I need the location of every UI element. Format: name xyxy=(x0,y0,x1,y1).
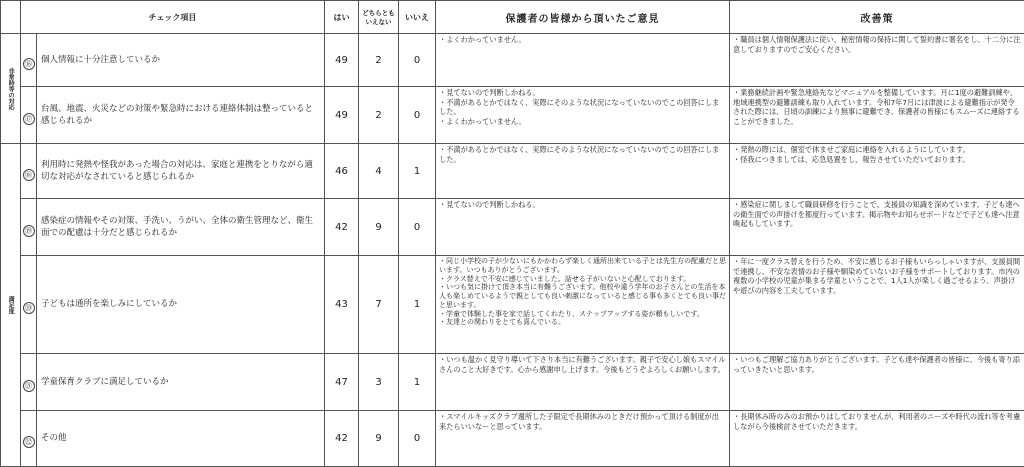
item-text: その他 xyxy=(37,411,325,467)
opinions-cell: ・よくわかっていません。 xyxy=(436,34,730,87)
item-number: ㉒ xyxy=(23,436,35,448)
yes-count: 49 xyxy=(325,87,359,144)
table-row xyxy=(1,199,1024,256)
neither-count: 2 xyxy=(359,34,399,87)
item-number: ⑰ xyxy=(23,113,35,125)
no-count: 1 xyxy=(399,144,436,199)
yes-count: 47 xyxy=(325,354,359,411)
neither-count: 2 xyxy=(359,87,399,144)
improvement-cell: ・感染症に関しまして職員研修を行うことで、支援員の知識を深めています。子ども達への衛生面での声掛けを都度行っています。掲示物やお知らせボードなどで子ども達へ注意喚起もしています。 xyxy=(730,199,1024,256)
no-count: 0 xyxy=(399,199,436,256)
item-number: ⑯ xyxy=(23,58,35,70)
improvement-cell: ・長期休み時のみのお預かりはしておりませんが、利用者のニーズや時代の流れ等を考慮しながら今後検討させていただきます。 xyxy=(730,411,1024,467)
item-text: 個人情報に十分注意しているか xyxy=(37,34,325,87)
item-number: ⑱ xyxy=(23,169,35,181)
yes-count: 42 xyxy=(325,411,359,467)
improvement-cell: ・職員は個人情報保護法に従い、秘密情報の保持に関して誓約書に署名をし、十二分に注意しておりますのでご安心ください。 xyxy=(730,34,1024,87)
header-opinions: 保護者の皆様から頂いたご意見 xyxy=(436,1,730,34)
item-text: 利用時に発熱や怪我があった場合の対応は、家庭と連携をとりながら適切な対応がなされていると感じられるか xyxy=(37,144,325,199)
header-yes: はい xyxy=(325,1,359,34)
item-text: 学童保育クラブに満足しているか xyxy=(37,354,325,411)
neither-count: 3 xyxy=(359,354,399,411)
yes-count: 49 xyxy=(325,34,359,87)
table-row xyxy=(1,256,1024,354)
no-count: 0 xyxy=(399,34,436,87)
category-label: 満足度 xyxy=(1,144,21,467)
item-text: 子どもは通所を楽しみにしているか xyxy=(37,256,325,354)
opinions-cell: ・見てないので判断しかねる。 xyxy=(436,199,730,256)
table-row xyxy=(1,411,1024,467)
neither-count: 9 xyxy=(359,199,399,256)
yes-count: 46 xyxy=(325,144,359,199)
opinions-cell: ・いつも温かく見守り導いて下さり本当に有難うございます。親子で安心し娘もスマイルさんのこと大好きです。心から感謝申し上げます。今後もどうぞよろしくお願いします。 xyxy=(436,354,730,411)
improvement-cell: ・発熱の際には、個室で休ませご家庭に連絡を入れるようにしています。 ・怪我につきましては、応急処置をし、報告させていただいております。 xyxy=(730,144,1024,199)
no-count: 1 xyxy=(399,354,436,411)
improvement-cell: ・いつもご理解ご協力ありがとうございます。子ども達や保護者の皆様に、今後も寄り添っていきたいと思います。 xyxy=(730,354,1024,411)
no-count: 0 xyxy=(399,87,436,144)
header-row xyxy=(1,1,1024,34)
opinions-cell: ・同じ小学校の子が少ないにもかかわらず楽しく通所出来ている子とは先生方の配慮だと思います。いつもありがとうございます。 ・クラス替えで不安に感じていました。話せる子がいないと心配しております。 ・いつも気に掛けて頂き本当に有難うございます。他校や違う学年のお子さんとの生活を本人も楽しめているようで親としても良い刺激になっていると感じる事も多くとても良い事だと思います。 ・学童で体験した事を家で話してくれたり、ステップアップする姿が頼もしいです。 ・友達との関わりをとても喜んでいる。 xyxy=(436,256,730,354)
no-count: 0 xyxy=(399,411,436,467)
item-number: ⑳ xyxy=(23,302,35,314)
improvement-cell: ・業務継続計画や緊急連絡先などマニュアルを整備しています。月に1度の避難訓練や、地域連携型の避難訓練も取り入れています。令和7年7月には津波による避難指示が発令された際には、日頃の訓練により無事に避難でき、保護者の皆様にもスムーズに連絡することができました。 xyxy=(730,87,1024,144)
improvement-cell: ・年に一度クラス替えを行うため、不安に感じるお子様もいらっしゃいますが、支援員間で連携し、不安な表情のお子様や馴染めていないお子様をサポートしております。市内の複数の小学校の児童が集まる学童ということで、1人1人が楽しく過ごせるよう、声掛けや遊びの内容を工夫しています。 xyxy=(730,256,1024,354)
item-number: ㉑ xyxy=(23,380,35,392)
item-text: 感染症の情報やその対策、手洗い、うがい、全体の衛生管理など、衛生面での配慮は十分だと感じられるか xyxy=(37,199,325,256)
neither-count: 7 xyxy=(359,256,399,354)
opinions-cell: ・不満があるとかではなく、実際にそのような状況になっていないのでこの回答にしました。 xyxy=(436,144,730,199)
table-row xyxy=(1,87,1024,144)
header-no: いいえ xyxy=(399,1,436,34)
header-item: チェック項目 xyxy=(21,1,325,34)
neither-count: 9 xyxy=(359,411,399,467)
table-row xyxy=(1,144,1024,199)
header-blank xyxy=(1,1,21,34)
header-improvement: 改善策 xyxy=(730,1,1024,34)
table-row xyxy=(1,34,1024,87)
no-count: 1 xyxy=(399,256,436,354)
neither-count: 4 xyxy=(359,144,399,199)
table-row xyxy=(1,354,1024,411)
item-text: 台風、地震、火災などの対策や緊急時における連絡体制は整っていると感じられるか xyxy=(37,87,325,144)
opinions-cell: ・スマイルキッズクラブ週所した子限定で長期休みのときだけ預かって頂ける制度が出来たらいいなーと思っています。 xyxy=(436,411,730,467)
item-number: ⑲ xyxy=(23,225,35,237)
header-neither: どちらとも いえない xyxy=(359,1,399,34)
category-label: 非常時等の対応 xyxy=(1,34,21,144)
yes-count: 43 xyxy=(325,256,359,354)
yes-count: 42 xyxy=(325,199,359,256)
opinions-cell: ・見てないので判断しかねる。 ・不満があるとかではなく、実際にそのような状況になっていないのでこの回答にしました。 ・よくわかっていません。 xyxy=(436,87,730,144)
